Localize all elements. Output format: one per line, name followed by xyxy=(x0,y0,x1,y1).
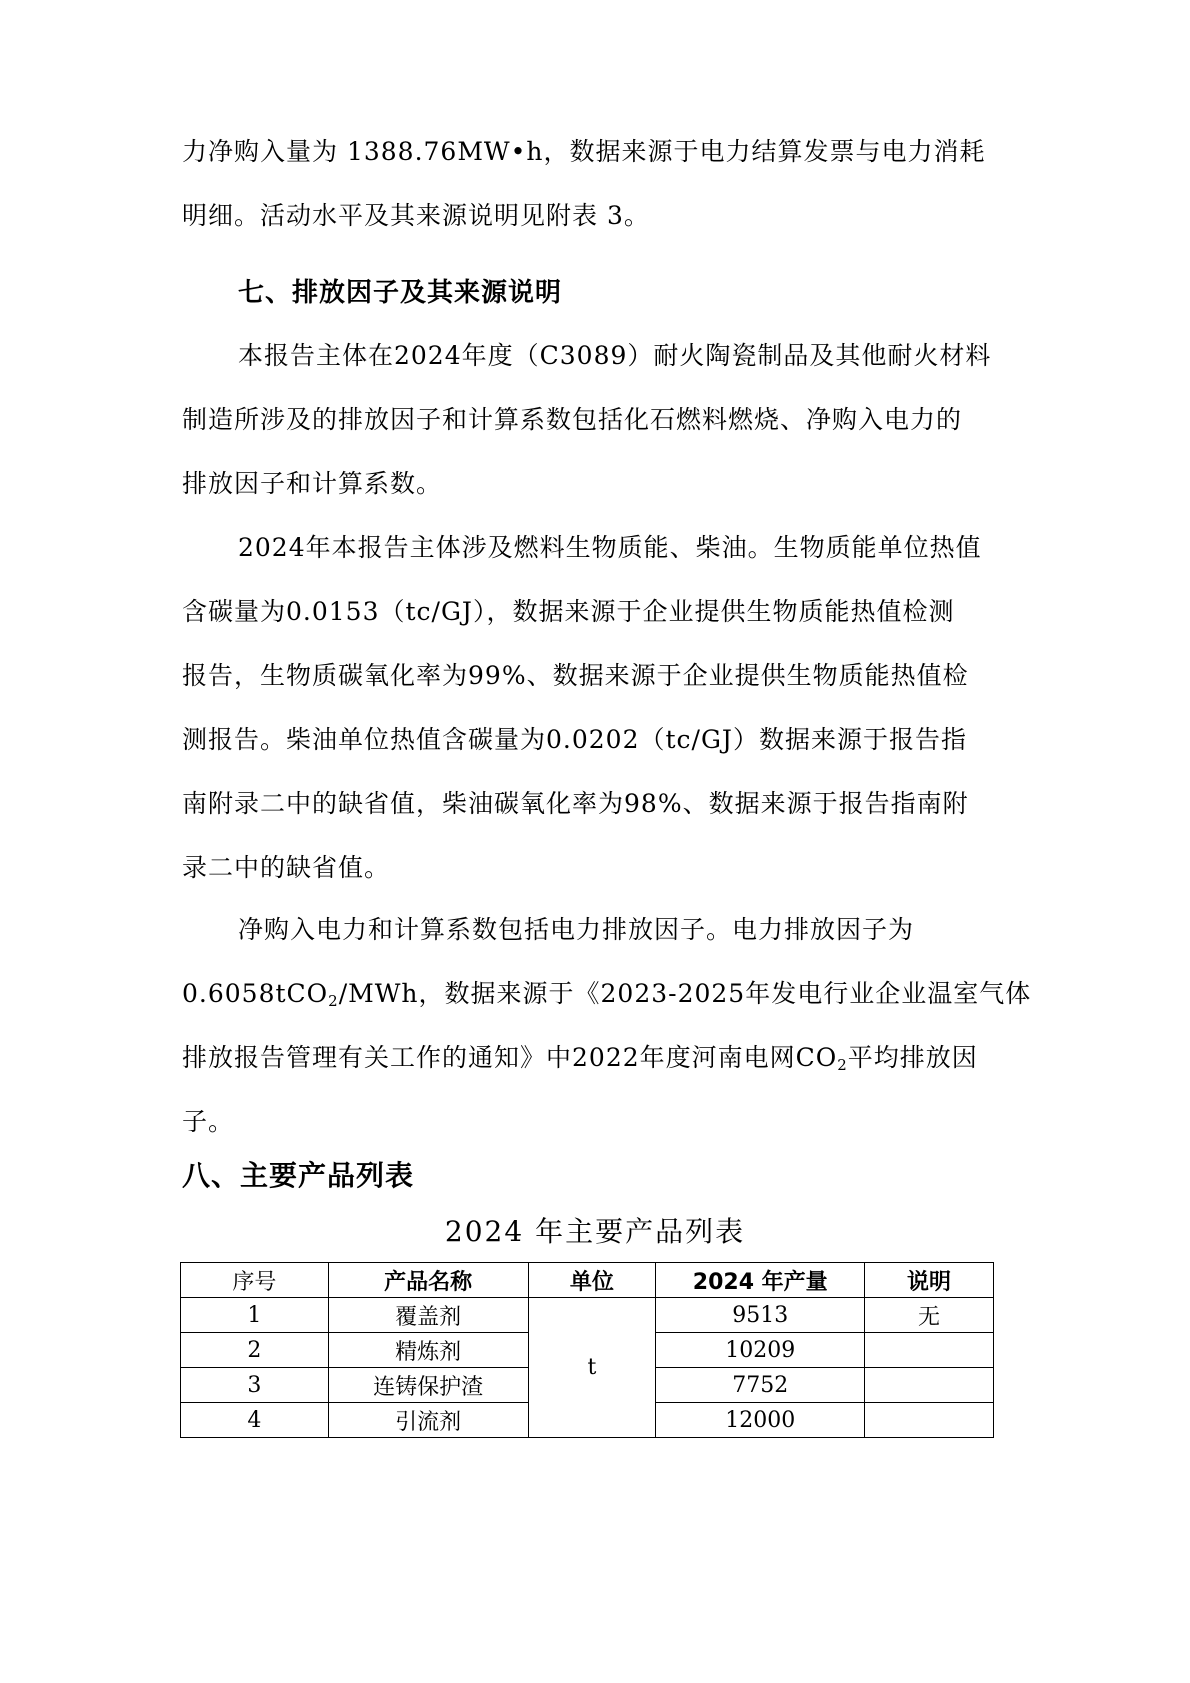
cell-no: 4 xyxy=(181,1403,329,1438)
products-table xyxy=(180,1262,994,1438)
text-line xyxy=(182,1026,1012,1090)
section-heading-main-products: 八、主要产品列表 xyxy=(182,1159,415,1192)
text-fragment: 排放报告管理有关工作的通知》中2022年度河南电网CO xyxy=(182,1043,838,1072)
cell-output: 12000 xyxy=(656,1403,865,1438)
text-line: 子。 xyxy=(182,1107,235,1136)
cell-no: 1 xyxy=(181,1298,329,1333)
text-line: 含碳量为0.0153（tc/GJ），数据来源于企业提供生物质能热值检测 xyxy=(182,597,955,626)
text-line: 南附录二中的缺省值，柴油碳氧化率为98%、数据来源于报告指南附 xyxy=(182,789,969,818)
table-header-row xyxy=(181,1263,994,1298)
cell-note: 无 xyxy=(865,1298,994,1333)
paragraph-activity-level xyxy=(182,120,1012,248)
subscript: 2 xyxy=(328,992,339,1010)
header-cell-product-name: 产品名称 xyxy=(328,1263,528,1298)
text-line: 录二中的缺省值。 xyxy=(182,853,391,882)
text-line: 2024年本报告主体涉及燃料生物质能、柴油。生物质能单位热值 xyxy=(238,533,982,562)
subscript: 2 xyxy=(837,1056,848,1074)
paragraph-fuel-factors xyxy=(182,516,1012,900)
text-line: 力净购入量为 1388.76MW•h，数据来源于电力结算发票与电力消耗 xyxy=(182,137,986,166)
header-cell-output: 2024 年产量 xyxy=(656,1263,865,1298)
text-line: 测报告。柴油单位热值含碳量为0.0202（tc/GJ）数据来源于报告指 xyxy=(182,725,967,754)
text-fragment: 0.6058tCO xyxy=(182,979,329,1008)
text-line: 本报告主体在2024年度（C3089）耐火陶瓷制品及其他耐火材料 xyxy=(238,341,992,370)
cell-product-name: 覆盖剂 xyxy=(328,1298,528,1333)
cell-product-name: 精炼剂 xyxy=(328,1333,528,1368)
text-line xyxy=(182,962,1032,1026)
table-caption: 2024 年主要产品列表 xyxy=(444,1215,746,1248)
cell-product-name: 引流剂 xyxy=(328,1403,528,1438)
header-cell-no: 序号 xyxy=(181,1263,329,1298)
text-line: 明细。活动水平及其来源说明见附表 3。 xyxy=(182,201,650,230)
cell-note xyxy=(865,1403,994,1438)
cell-product-name: 连铸保护渣 xyxy=(328,1368,528,1403)
paragraph-emission-scope xyxy=(182,324,1012,516)
cell-no: 3 xyxy=(181,1368,329,1403)
header-cell-note: 说明 xyxy=(865,1263,994,1298)
cell-note xyxy=(865,1368,994,1403)
cell-unit: t xyxy=(528,1298,656,1438)
section-heading-emission-factors: 七、排放因子及其来源说明 xyxy=(238,278,563,308)
cell-note xyxy=(865,1333,994,1368)
cell-no: 2 xyxy=(181,1333,329,1368)
paragraph-electricity-factor xyxy=(182,898,1032,1154)
table-row xyxy=(181,1298,994,1333)
header-cell-unit: 单位 xyxy=(528,1263,656,1298)
cell-output: 10209 xyxy=(656,1333,865,1368)
text-line: 报告，生物质碳氧化率为99%、数据来源于企业提供生物质能热值检 xyxy=(182,661,969,690)
text-line: 净购入电力和计算系数包括电力排放因子。电力排放因子为 xyxy=(238,915,915,944)
cell-output: 9513 xyxy=(656,1298,865,1333)
text-fragment: /MWh，数据来源于《2023-2025年发电行业企业温室气体 xyxy=(338,979,1032,1008)
text-line: 制造所涉及的排放因子和计算系数包括化石燃料燃烧、净购入电力的 xyxy=(182,405,963,434)
text-fragment: 平均排放因 xyxy=(847,1043,978,1072)
text-line: 排放因子和计算系数。 xyxy=(182,469,443,498)
cell-output: 7752 xyxy=(656,1368,865,1403)
